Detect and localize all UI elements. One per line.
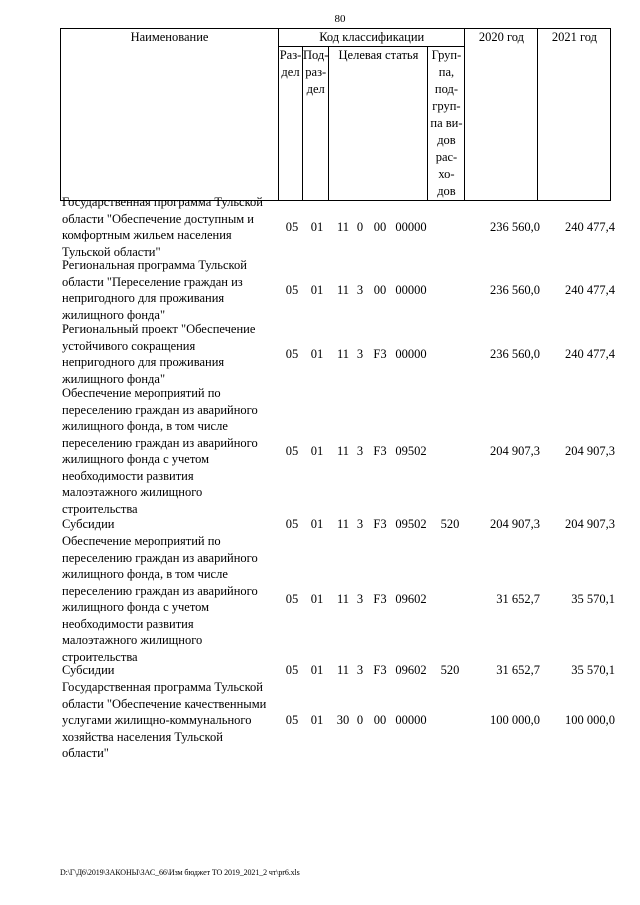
row-t4: 00000 [395, 283, 427, 297]
row-y2021: 35 570,1 [571, 663, 615, 677]
row-t3: F3 [373, 517, 387, 531]
row-t2: 3 [356, 592, 364, 606]
row-y2021: 204 907,3 [565, 444, 615, 458]
row-vr: 520 [440, 517, 460, 531]
row-t4: 09602 [395, 663, 427, 677]
row-t3: F3 [373, 347, 387, 361]
row-y2020: 31 652,7 [496, 663, 540, 677]
row-pr: 01 [310, 517, 324, 531]
row-name: Региональный проект "Обеспечение устойчивого сокращения непригодного для проживания жилищного фонда" [62, 322, 256, 386]
row-t4: 00000 [395, 713, 427, 727]
row-name: Обеспечение мероприятий по переселению граждан из аварийного жилищного фонда, в том числе переселению граждан из аварийного жилищного фонда с учетом необходимости развития малоэтажного жилищного строительства [62, 534, 258, 664]
row-rz: 05 [285, 663, 299, 677]
table-header [60, 28, 611, 201]
row-t2: 0 [356, 220, 364, 234]
row-t2: 3 [356, 517, 364, 531]
header-year-2021: 2021 год [538, 29, 611, 201]
row-pr: 01 [310, 713, 324, 727]
row-rz: 05 [285, 283, 299, 297]
row-t1: 11 [336, 283, 350, 297]
row-vr: 520 [440, 663, 460, 677]
row-name: Региональная программа Тульской области "Переселение граждан из непригодного для проживания жилищного фонда" [62, 258, 247, 322]
file-path-footer: D:\Г\Д6\2019\ЗАКОНЫ\ЗАС_66\Изм бюджет ТО 2019_2021_2 чт\pr6.xls [60, 868, 300, 877]
header-name: Наименование [61, 29, 279, 201]
row-t4: 00000 [395, 220, 427, 234]
row-rz: 05 [285, 347, 299, 361]
header-razdel: Раз- дел [279, 47, 303, 201]
row-pr: 01 [310, 283, 324, 297]
row-t4: 09502 [395, 444, 427, 458]
row-t4: 00000 [395, 347, 427, 361]
row-t1: 11 [336, 592, 350, 606]
row-rz: 05 [285, 517, 299, 531]
row-t4: 09602 [395, 592, 427, 606]
row-t3: 00 [373, 283, 387, 297]
row-rz: 05 [285, 220, 299, 234]
row-rz: 05 [285, 444, 299, 458]
header-code-group: Код классификации [279, 29, 465, 47]
row-pr: 01 [310, 347, 324, 361]
row-y2021: 240 477,4 [565, 347, 615, 361]
row-t3: 00 [373, 713, 387, 727]
row-name: Государственная программа Тульской области "Обеспечение доступным и комфортным жильем населения Тульской области" [62, 195, 263, 259]
row-y2020: 204 907,3 [490, 517, 540, 531]
row-t2: 3 [356, 663, 364, 677]
header-target: Целевая статья [329, 47, 428, 201]
header-group: Груп- па, под- груп- па ви- дов рас- хо- дов [428, 47, 465, 201]
row-pr: 01 [310, 444, 324, 458]
row-name: Государственная программа Тульской области "Обеспечение качественными услугами жилищно-коммунального хозяйства населения Тульской области" [62, 680, 267, 760]
row-t2: 3 [356, 283, 364, 297]
row-t1: 11 [336, 663, 350, 677]
row-t1: 30 [336, 713, 350, 727]
row-name: Субсидии [62, 517, 115, 531]
row-y2020: 236 560,0 [490, 283, 540, 297]
row-y2020: 100 000,0 [490, 713, 540, 727]
row-y2020: 204 907,3 [490, 444, 540, 458]
row-y2021: 204 907,3 [565, 517, 615, 531]
row-rz: 05 [285, 592, 299, 606]
row-pr: 01 [310, 220, 324, 234]
row-y2020: 31 652,7 [496, 592, 540, 606]
row-t3: F3 [373, 663, 387, 677]
row-y2021: 35 570,1 [571, 592, 615, 606]
row-name: Субсидии [62, 663, 115, 677]
row-t1: 11 [336, 220, 350, 234]
page-number: 80 [334, 13, 346, 25]
row-t2: 3 [356, 444, 364, 458]
row-y2021: 240 477,4 [565, 220, 615, 234]
row-y2020: 236 560,0 [490, 220, 540, 234]
row-t2: 3 [356, 347, 364, 361]
row-t2: 0 [356, 713, 364, 727]
row-t4: 09502 [395, 517, 427, 531]
row-name: Обеспечение мероприятий по переселению граждан из аварийного жилищного фонда, в том числе переселению граждан из аварийного жилищного фонда с учетом необходимости развития малоэтажного жилищного строительства [62, 386, 258, 516]
row-t3: 00 [373, 220, 387, 234]
row-y2020: 236 560,0 [490, 347, 540, 361]
row-y2021: 240 477,4 [565, 283, 615, 297]
row-y2021: 100 000,0 [565, 713, 615, 727]
row-t3: F3 [373, 592, 387, 606]
row-rz: 05 [285, 713, 299, 727]
header-year-2020: 2020 год [465, 29, 538, 201]
row-t1: 11 [336, 347, 350, 361]
row-pr: 01 [310, 663, 324, 677]
header-podrazdel: Под- раз- дел [303, 47, 329, 201]
row-t1: 11 [336, 444, 350, 458]
row-t3: F3 [373, 444, 387, 458]
row-pr: 01 [310, 592, 324, 606]
row-t1: 11 [336, 517, 350, 531]
